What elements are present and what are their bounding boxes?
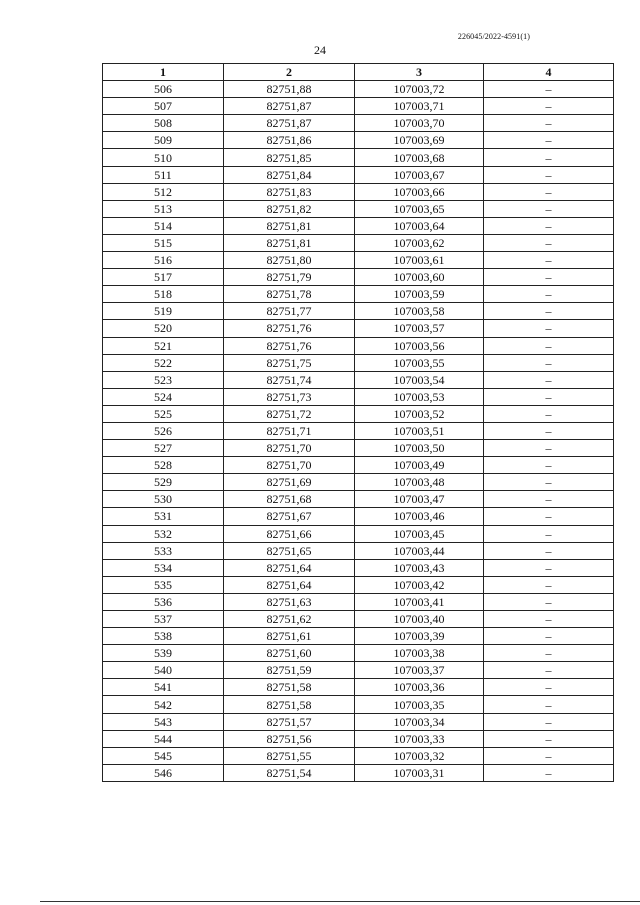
table-cell: – — [484, 730, 614, 747]
table-row — [103, 440, 614, 457]
table-row — [103, 730, 614, 747]
table-cell: 518 — [103, 286, 224, 303]
table-cell: – — [484, 269, 614, 286]
table-cell: – — [484, 132, 614, 149]
table-cell: 82751,59 — [224, 662, 355, 679]
table-row — [103, 81, 614, 98]
table-cell: 82751,77 — [224, 303, 355, 320]
table-row — [103, 457, 614, 474]
table-cell: – — [484, 645, 614, 662]
table-cell: – — [484, 542, 614, 559]
table-cell: – — [484, 491, 614, 508]
table-cell: 525 — [103, 405, 224, 422]
column-header: 2 — [224, 64, 355, 81]
table-cell: 107003,68 — [355, 149, 484, 166]
table-cell: 107003,66 — [355, 183, 484, 200]
table-row — [103, 628, 614, 645]
table-row — [103, 354, 614, 371]
coordinates-table — [102, 63, 614, 782]
table-row — [103, 337, 614, 354]
table-cell: 535 — [103, 576, 224, 593]
table-cell: 107003,65 — [355, 200, 484, 217]
table-cell: 532 — [103, 525, 224, 542]
table-cell: 82751,81 — [224, 234, 355, 251]
table-cell: 82751,58 — [224, 679, 355, 696]
table-cell: – — [484, 149, 614, 166]
table-cell: 82751,87 — [224, 115, 355, 132]
table-row — [103, 713, 614, 730]
table-cell: 107003,38 — [355, 645, 484, 662]
table-cell: – — [484, 303, 614, 320]
table-row — [103, 286, 614, 303]
table-cell: 82751,76 — [224, 320, 355, 337]
table-cell: – — [484, 764, 614, 781]
table-cell: 517 — [103, 269, 224, 286]
table-cell: – — [484, 474, 614, 491]
table-cell: – — [484, 611, 614, 628]
table-cell: 107003,36 — [355, 679, 484, 696]
table-row — [103, 371, 614, 388]
table-cell: 82751,56 — [224, 730, 355, 747]
table-body — [103, 81, 614, 782]
table-cell: 546 — [103, 764, 224, 781]
table-cell: 107003,47 — [355, 491, 484, 508]
table-cell: – — [484, 713, 614, 730]
table-cell: 107003,70 — [355, 115, 484, 132]
table-cell: – — [484, 422, 614, 439]
table-cell: 82751,61 — [224, 628, 355, 645]
table-row — [103, 183, 614, 200]
table-cell: 82751,71 — [224, 422, 355, 439]
table-cell: 507 — [103, 98, 224, 115]
table-cell: 107003,69 — [355, 132, 484, 149]
table-cell: 82751,64 — [224, 576, 355, 593]
table-cell: – — [484, 98, 614, 115]
table-cell: 107003,49 — [355, 457, 484, 474]
table-cell: – — [484, 115, 614, 132]
table-row — [103, 662, 614, 679]
table-cell: 82751,69 — [224, 474, 355, 491]
table-cell: 82751,83 — [224, 183, 355, 200]
table-cell: – — [484, 217, 614, 234]
table-cell: – — [484, 559, 614, 576]
table-cell: 107003,55 — [355, 354, 484, 371]
table-cell: 82751,58 — [224, 696, 355, 713]
column-header: 3 — [355, 64, 484, 81]
table-cell: 528 — [103, 457, 224, 474]
table-cell: 107003,58 — [355, 303, 484, 320]
document-id: 226045/2022-4591(1) — [457, 32, 530, 41]
table-row — [103, 747, 614, 764]
table-cell: 82751,66 — [224, 525, 355, 542]
table-row — [103, 593, 614, 610]
table-cell: 521 — [103, 337, 224, 354]
table-cell: – — [484, 576, 614, 593]
table-row — [103, 200, 614, 217]
table-cell: – — [484, 337, 614, 354]
table-cell: 82751,73 — [224, 388, 355, 405]
table-cell: 541 — [103, 679, 224, 696]
table-cell: – — [484, 320, 614, 337]
table-cell: 107003,56 — [355, 337, 484, 354]
table-cell: – — [484, 508, 614, 525]
table-cell: 539 — [103, 645, 224, 662]
table-cell: – — [484, 696, 614, 713]
table-cell: – — [484, 183, 614, 200]
table-cell: 82751,64 — [224, 559, 355, 576]
table-cell: 107003,72 — [355, 81, 484, 98]
table-cell: 107003,53 — [355, 388, 484, 405]
table-row — [103, 303, 614, 320]
table-cell: 82751,72 — [224, 405, 355, 422]
table-cell: 520 — [103, 320, 224, 337]
table-cell: 527 — [103, 440, 224, 457]
column-header: 1 — [103, 64, 224, 81]
table-cell: – — [484, 679, 614, 696]
table-row — [103, 388, 614, 405]
table-row — [103, 491, 614, 508]
table-cell: 107003,67 — [355, 166, 484, 183]
table-cell: 82751,88 — [224, 81, 355, 98]
page-number: 24 — [314, 43, 326, 57]
table-cell: 107003,62 — [355, 234, 484, 251]
table-cell: 536 — [103, 593, 224, 610]
bottom-rule — [40, 901, 640, 902]
table-row — [103, 679, 614, 696]
table-row — [103, 645, 614, 662]
table-cell: 82751,62 — [224, 611, 355, 628]
table-cell: 82751,78 — [224, 286, 355, 303]
table-cell: 107003,46 — [355, 508, 484, 525]
table-cell: 107003,57 — [355, 320, 484, 337]
table-cell: 82751,86 — [224, 132, 355, 149]
table-row — [103, 508, 614, 525]
table-cell: 533 — [103, 542, 224, 559]
table-cell: – — [484, 628, 614, 645]
table-cell: 82751,70 — [224, 457, 355, 474]
table-cell: 107003,64 — [355, 217, 484, 234]
table-cell: 537 — [103, 611, 224, 628]
table-row — [103, 234, 614, 251]
table-cell: 510 — [103, 149, 224, 166]
table-cell: – — [484, 662, 614, 679]
table-cell: 107003,59 — [355, 286, 484, 303]
table-cell: 82751,57 — [224, 713, 355, 730]
table-cell: 107003,31 — [355, 764, 484, 781]
table-row — [103, 320, 614, 337]
table-cell: 513 — [103, 200, 224, 217]
table-cell: 107003,37 — [355, 662, 484, 679]
table-cell: 82751,75 — [224, 354, 355, 371]
table-cell: 82751,55 — [224, 747, 355, 764]
table-cell: 82751,81 — [224, 217, 355, 234]
table-cell: 82751,68 — [224, 491, 355, 508]
table-cell: – — [484, 440, 614, 457]
table-cell: 107003,71 — [355, 98, 484, 115]
table-cell: 523 — [103, 371, 224, 388]
table-row — [103, 405, 614, 422]
table-cell: 107003,45 — [355, 525, 484, 542]
column-header: 4 — [484, 64, 614, 81]
table-row — [103, 252, 614, 269]
table-cell: 545 — [103, 747, 224, 764]
table-cell: 107003,48 — [355, 474, 484, 491]
table-cell: 511 — [103, 166, 224, 183]
table-cell: 538 — [103, 628, 224, 645]
table-cell: 542 — [103, 696, 224, 713]
table-cell: 107003,42 — [355, 576, 484, 593]
table-cell: 82751,70 — [224, 440, 355, 457]
table-row — [103, 166, 614, 183]
table-cell: – — [484, 166, 614, 183]
table-cell: 107003,60 — [355, 269, 484, 286]
table-cell: – — [484, 525, 614, 542]
table-cell: 107003,34 — [355, 713, 484, 730]
table-cell: – — [484, 747, 614, 764]
table-cell: 512 — [103, 183, 224, 200]
table-cell: – — [484, 286, 614, 303]
table-cell: 107003,43 — [355, 559, 484, 576]
table-cell: 82751,54 — [224, 764, 355, 781]
table-cell: 506 — [103, 81, 224, 98]
table-header-row — [103, 64, 614, 81]
table-cell: 107003,50 — [355, 440, 484, 457]
table-cell: 515 — [103, 234, 224, 251]
table-cell: 522 — [103, 354, 224, 371]
table-cell: 526 — [103, 422, 224, 439]
table-cell: 107003,54 — [355, 371, 484, 388]
table-row — [103, 422, 614, 439]
table-row — [103, 115, 614, 132]
table-cell: – — [484, 593, 614, 610]
table-cell: 82751,74 — [224, 371, 355, 388]
table-row — [103, 559, 614, 576]
table-cell: 543 — [103, 713, 224, 730]
table-cell: 107003,52 — [355, 405, 484, 422]
table-cell: 82751,80 — [224, 252, 355, 269]
table-cell: 534 — [103, 559, 224, 576]
table-row — [103, 764, 614, 781]
table-cell: 107003,61 — [355, 252, 484, 269]
table-cell: 107003,33 — [355, 730, 484, 747]
table-cell: 82751,76 — [224, 337, 355, 354]
table-cell: – — [484, 81, 614, 98]
table-cell: 107003,44 — [355, 542, 484, 559]
table-row — [103, 474, 614, 491]
table-row — [103, 525, 614, 542]
table-cell: – — [484, 405, 614, 422]
table-cell: 509 — [103, 132, 224, 149]
table-row — [103, 132, 614, 149]
table-row — [103, 98, 614, 115]
table-cell: – — [484, 200, 614, 217]
table-cell: 529 — [103, 474, 224, 491]
table-cell: 107003,51 — [355, 422, 484, 439]
table-cell: 107003,40 — [355, 611, 484, 628]
table-cell: 107003,41 — [355, 593, 484, 610]
table-cell: – — [484, 234, 614, 251]
table-row — [103, 611, 614, 628]
table-cell: 524 — [103, 388, 224, 405]
table-cell: 82751,65 — [224, 542, 355, 559]
table-cell: 530 — [103, 491, 224, 508]
table-cell: 514 — [103, 217, 224, 234]
table-row — [103, 217, 614, 234]
table-cell: – — [484, 252, 614, 269]
table-row — [103, 542, 614, 559]
table-cell: 82751,79 — [224, 269, 355, 286]
table-cell: 516 — [103, 252, 224, 269]
table-cell: – — [484, 457, 614, 474]
table-cell: 82751,63 — [224, 593, 355, 610]
table-cell: 82751,85 — [224, 149, 355, 166]
table-cell: 82751,60 — [224, 645, 355, 662]
table-cell: 82751,82 — [224, 200, 355, 217]
table-cell: – — [484, 388, 614, 405]
table-cell: 519 — [103, 303, 224, 320]
table-cell: – — [484, 371, 614, 388]
table-cell: 107003,35 — [355, 696, 484, 713]
table-cell: 508 — [103, 115, 224, 132]
table-cell: 107003,39 — [355, 628, 484, 645]
table-cell: 82751,84 — [224, 166, 355, 183]
table-cell: 540 — [103, 662, 224, 679]
table-row — [103, 576, 614, 593]
table-cell: 531 — [103, 508, 224, 525]
table-row — [103, 696, 614, 713]
table-cell: 82751,87 — [224, 98, 355, 115]
table-cell: 544 — [103, 730, 224, 747]
table-cell: 82751,67 — [224, 508, 355, 525]
table-row — [103, 149, 614, 166]
table-cell: – — [484, 354, 614, 371]
table-row — [103, 269, 614, 286]
table-cell: 107003,32 — [355, 747, 484, 764]
